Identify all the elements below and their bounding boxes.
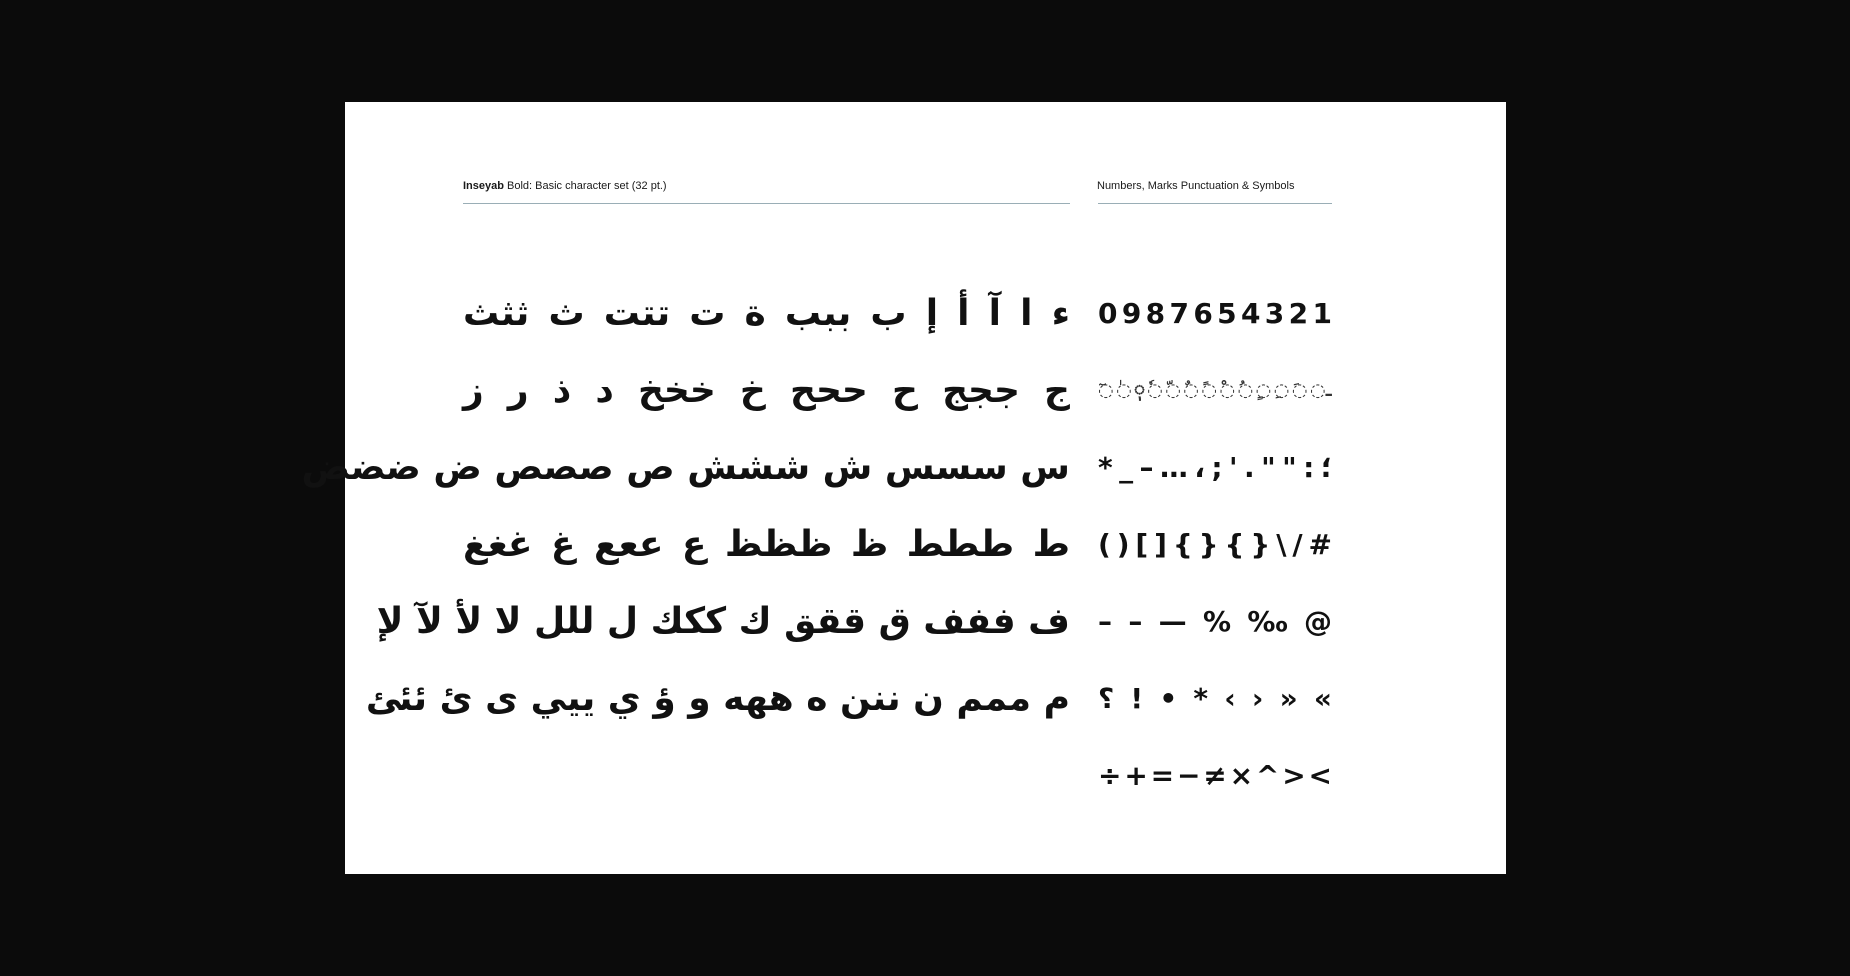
glyph: > bbox=[1282, 759, 1306, 792]
glyph: # bbox=[1308, 528, 1332, 561]
glyph: ◌ُ bbox=[1237, 380, 1254, 401]
header-left bbox=[463, 180, 667, 192]
glyph: { bbox=[1172, 528, 1193, 561]
arabic-row: ف ففف ق ققق ك ككك ل للل لا لأ لآ لإ bbox=[376, 601, 1070, 642]
numbers-marks-symbols bbox=[1098, 290, 1332, 829]
header-rule-right bbox=[1098, 203, 1332, 204]
glyph: _ bbox=[1119, 451, 1134, 484]
glyph: 7 bbox=[1169, 297, 1189, 330]
glyph: ) bbox=[1116, 528, 1130, 561]
brackets-row bbox=[1098, 521, 1332, 598]
glyph: ] bbox=[1154, 528, 1167, 561]
glyph: ؛ bbox=[1320, 451, 1332, 484]
glyph: * bbox=[1098, 451, 1113, 484]
glyph: ◌ٍ bbox=[1255, 380, 1272, 401]
glyph: : bbox=[1303, 451, 1315, 484]
glyph: . bbox=[1244, 451, 1255, 484]
marks-row bbox=[1098, 367, 1332, 444]
header-right: Numbers, Marks Punctuation & Symbols bbox=[1097, 180, 1295, 192]
glyph: … bbox=[1159, 451, 1188, 484]
glyph: ◌ـ bbox=[1309, 380, 1332, 401]
glyph: 9 bbox=[1121, 297, 1142, 330]
glyph: } bbox=[1250, 528, 1271, 561]
glyph: * bbox=[1193, 682, 1209, 715]
glyph: [ bbox=[1135, 528, 1149, 561]
dashes-row bbox=[1098, 598, 1332, 675]
glyph: 6 bbox=[1193, 297, 1213, 330]
glyph: × bbox=[1229, 759, 1254, 792]
glyph: ؟ bbox=[1098, 682, 1115, 715]
glyph: ◌ٖ bbox=[1134, 380, 1145, 401]
glyph: 1 bbox=[1312, 297, 1332, 330]
glyph: › bbox=[1251, 682, 1264, 715]
glyph: ' bbox=[1229, 451, 1238, 484]
glyph: \ bbox=[1276, 528, 1287, 561]
glyph: ‰ bbox=[1247, 605, 1288, 638]
glyph: } bbox=[1198, 528, 1219, 561]
glyph: + bbox=[1124, 759, 1148, 792]
glyph: < bbox=[1308, 759, 1332, 792]
glyph: 3 bbox=[1264, 297, 1285, 330]
glyph: 2 bbox=[1288, 297, 1309, 330]
glyph: – bbox=[1139, 451, 1154, 484]
glyph: ; bbox=[1211, 451, 1223, 484]
quotes-row bbox=[1098, 675, 1332, 752]
glyph: = bbox=[1150, 759, 1175, 792]
glyph: – bbox=[1128, 605, 1143, 638]
glyph: ◌ِ bbox=[1273, 380, 1290, 401]
arabic-row: م ممم ن ننن ه ههه و ؤ ي ييي ى ئ ئئئ bbox=[365, 678, 1070, 719]
glyph: ◌َ bbox=[1291, 380, 1308, 401]
font-name: Inseyab bbox=[463, 180, 504, 192]
arabic-row: س سسس ش ششش ص صصص ض ضضض bbox=[301, 447, 1070, 488]
glyph: ◌ْ bbox=[1219, 380, 1236, 401]
glyph: @ bbox=[1303, 605, 1332, 638]
glyph: ≠ bbox=[1203, 759, 1227, 792]
glyph: % bbox=[1202, 605, 1231, 638]
glyph: » bbox=[1279, 682, 1298, 715]
glyph: ‹ bbox=[1224, 682, 1236, 715]
glyph: ، bbox=[1194, 451, 1205, 484]
glyph: ◌ٗ bbox=[1147, 380, 1163, 401]
glyph: 5 bbox=[1217, 297, 1237, 330]
glyph: ◌ٓ bbox=[1098, 380, 1114, 401]
glyph: ◌ً bbox=[1201, 380, 1218, 401]
math-row bbox=[1098, 752, 1332, 829]
glyph: " bbox=[1261, 451, 1276, 484]
glyph: − bbox=[1176, 759, 1201, 792]
arabic-row: ء ا آ أ إ ب ببب ة ت تتت ث ثثث bbox=[463, 293, 1070, 334]
glyph: ◌ٰ bbox=[1116, 380, 1132, 401]
glyph: ◌ّ bbox=[1165, 380, 1181, 401]
glyph: ^ bbox=[1255, 759, 1280, 792]
arabic-row: ج ججج ح ححح خ خخخ د ذ ر ز bbox=[463, 370, 1070, 411]
glyph: • bbox=[1159, 682, 1178, 715]
glyph: ÷ bbox=[1098, 759, 1122, 792]
glyph: – bbox=[1098, 605, 1112, 638]
arabic-row: ط ططط ظ ظظظ ع ععع غ غغغ bbox=[463, 524, 1070, 565]
specimen-sheet bbox=[301, 102, 1506, 874]
glyph: ◌ٌ bbox=[1183, 380, 1200, 401]
glyph: « bbox=[1313, 682, 1332, 715]
header-left-description: Bold: Basic character set (32 pt.) bbox=[503, 180, 667, 192]
glyph: ! bbox=[1130, 682, 1144, 715]
glyph: 0 bbox=[1098, 297, 1118, 330]
glyph: { bbox=[1224, 528, 1245, 561]
glyph: — bbox=[1158, 605, 1187, 638]
glyph: 4 bbox=[1240, 297, 1261, 330]
glyph: 8 bbox=[1145, 297, 1166, 330]
header-rule-left bbox=[463, 203, 1070, 204]
digits-row bbox=[1098, 290, 1332, 367]
glyph: " bbox=[1282, 451, 1297, 484]
glyph: ( bbox=[1098, 528, 1111, 561]
glyph: / bbox=[1292, 528, 1303, 561]
arabic-character-set bbox=[301, 290, 1070, 752]
punctuation-row bbox=[1098, 444, 1332, 521]
